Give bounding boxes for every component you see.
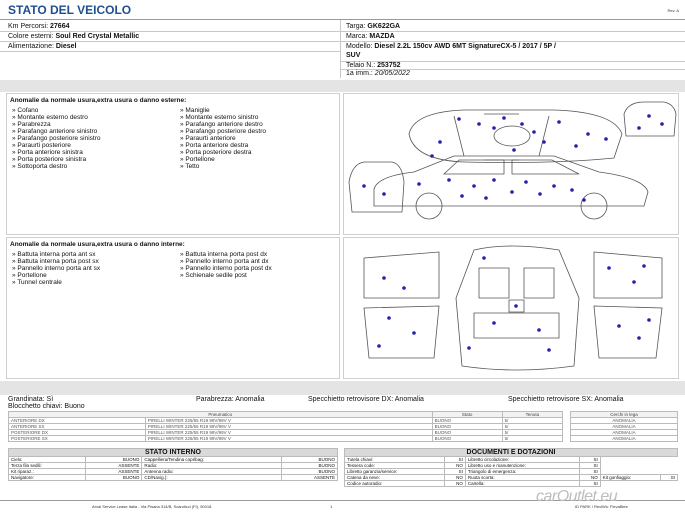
field-label: Antenna radio: (142, 469, 281, 475)
anomaly-item: » Parafango posteriore sinistro (12, 135, 101, 142)
anomaly-item: » Montante esterno destro (12, 114, 101, 121)
tyre-description: PIRELLI WINTER 225/55 R19 99V/99V V (145, 436, 432, 442)
field-label: Kit gonfiaggio: (600, 475, 660, 481)
field-label: Catena da neve: (345, 475, 445, 481)
field-value: SI (579, 469, 600, 475)
field-label: Terza fila sedili: (9, 463, 86, 469)
km-row: Km Percorsi: 27664 (8, 23, 70, 30)
field-label: Tessera code: (345, 463, 445, 469)
separator-bar-2 (0, 381, 685, 395)
rim-state: ANOMALIA (571, 430, 678, 436)
mirror-dx-status: Specchietto retrovisore DX: Anomalia (308, 396, 424, 403)
tyre-position: POSTERIORE DX (9, 430, 146, 436)
tyre-tread: 5/ (502, 436, 562, 442)
field-label: Cartella: (465, 481, 579, 487)
anomaly-item: » Parafango anteriore destro (180, 121, 266, 128)
tyres-table (8, 411, 563, 442)
anomaly-item: » Porta posteriore sinistra (12, 156, 101, 163)
field-value: SI (579, 463, 600, 469)
field-value: ASSENTE (86, 469, 142, 475)
interior-diagram-panel (343, 237, 679, 379)
tyre-tread: 5/ (502, 424, 562, 430)
field-value: BUONO (86, 475, 142, 481)
page-title: STATO DEL VEICOLO (8, 3, 132, 17)
anomaly-item: » Tetto (180, 163, 266, 170)
field-value: BUONO (86, 457, 142, 463)
footer-company: Arval Service Lease Italia - Via Pisana 314/B, Scandicci (FI), 50018 (92, 504, 212, 509)
rim-state: ANOMALIA (571, 418, 678, 424)
fuel-row: Alimentazione: Diesel (8, 43, 77, 50)
documents-table (344, 448, 678, 487)
field-value: SI (444, 469, 465, 475)
field-value: NO (444, 475, 465, 481)
brand-row: Marca: MAZDA (346, 33, 395, 40)
exterior-list-left (12, 107, 101, 170)
anomaly-item: » Pannello interno porta ant sx (12, 265, 100, 272)
anomaly-item: » Porta posteriore destra (180, 149, 266, 156)
anomaly-item: » Pannello interno porta post dx (180, 265, 272, 272)
field-label: Triangolo di emergenza: (465, 469, 579, 475)
field-value: SI (444, 457, 465, 463)
field-label: CD/Navig.): (142, 475, 281, 481)
key-lock-status: Blocchetto chiavi: Buono (8, 403, 85, 410)
tyre-tread: 5/ (502, 430, 562, 436)
table-row (571, 436, 678, 442)
mirror-sx-status: Specchietto retrovisore SX: Anomalia (508, 396, 624, 403)
field-label: Cappelliera/Tendina copribag: (142, 457, 281, 463)
exterior-car-diagram (344, 94, 678, 234)
anomaly-item: » Cofano (12, 107, 101, 114)
anomaly-item: » Paraurti anteriore (180, 135, 266, 142)
model-row: Modello: Diesel 2.2L 150cv AWD 6MT SignatureCX-5 / 2017 / 5P / SUV (346, 43, 556, 59)
tyre-state: BUONO (432, 436, 502, 442)
hail-status: Grandinata: Sì (8, 396, 54, 403)
tyre-state: BUONO (432, 418, 502, 424)
field-label: Navigatore: (9, 475, 86, 481)
tyre-tread: 5/ (502, 418, 562, 424)
interior-anomalies-panel (6, 237, 340, 379)
exterior-list-right (180, 107, 266, 170)
anomaly-item: » Battuta interna porta post sx (12, 258, 100, 265)
exterior-anomalies-panel (6, 93, 340, 235)
tyre-state: BUONO (432, 430, 502, 436)
damage-markers (362, 114, 664, 202)
interior-car-diagram (344, 238, 678, 378)
exterior-anomalies-title: Anomalie da normale usura,extra usura o danno esterne: (10, 97, 187, 104)
interior-list-left (12, 251, 100, 286)
rim-state: ANOMALIA (571, 436, 678, 442)
exterior-diagram-panel (343, 93, 679, 235)
table-row (9, 436, 563, 442)
windshield-status: Parabrezza: Anomalia (196, 396, 265, 403)
interior-state-table (8, 448, 338, 481)
anomaly-item: » Schienale sedile post (180, 272, 272, 279)
color-row: Colore esterni: Soul Red Crystal Metallic (8, 33, 140, 40)
rims-header: Cerchi in lega (571, 412, 678, 418)
anomaly-item: » Paraurti posteriore (12, 142, 101, 149)
field-label: Ruota scorta: (465, 475, 579, 481)
interior-damage-markers (377, 256, 651, 352)
anomaly-item: » Maniglie (180, 107, 266, 114)
field-value: BUONO (281, 457, 337, 463)
tyre-position: ANTERIORE DX (9, 418, 146, 424)
anomaly-item: » Tunnel centrale (12, 279, 100, 286)
tyre-position: POSTERIORE SX (9, 436, 146, 442)
separator-bar (0, 80, 685, 92)
chassis-row: Telaio N.: 253752 (346, 62, 401, 69)
field-label: Libretto uso e manutenzione: (465, 463, 579, 469)
field-value: NO (579, 475, 600, 481)
field-value: SI (579, 457, 600, 463)
documents-title: DOCUMENTI E DOTAZIONI (345, 449, 678, 457)
field-value: SI (661, 475, 678, 481)
table-row (9, 475, 338, 481)
tyres-header-tread: Tenuta (502, 412, 562, 418)
field-label: Libretto circolazione: (465, 457, 579, 463)
interior-state-title: STATO INTERNO (9, 449, 338, 457)
tyre-description: PIRELLI WINTER 225/55 R19 99V/99V V (145, 418, 432, 424)
field-value: NO (444, 481, 465, 487)
watermark-logo: carOutlet.eu (536, 488, 618, 505)
interior-list-right (180, 251, 272, 279)
tyres-header-tyre: Pneumatico (9, 412, 433, 418)
anomaly-item: » Sottoporta destro (12, 163, 101, 170)
field-value: BUONO (281, 463, 337, 469)
anomaly-item: » Portellone (180, 156, 266, 163)
anomaly-item: » Parabrezza (12, 121, 101, 128)
tyre-description: PIRELLI WINTER 225/55 R19 99V/99V V (145, 430, 432, 436)
rims-table (570, 411, 678, 442)
anomaly-item: » Parafango anteriore sinistro (12, 128, 101, 135)
table-row (345, 481, 678, 487)
field-value: BUONO (281, 469, 337, 475)
anomaly-item: » Battuta interna porta post dx (180, 251, 272, 258)
tyre-position: ANTERIORE SX (9, 424, 146, 430)
plate-row: Targa: GK622GA (346, 23, 401, 30)
anomaly-item: » Battuta interna porta ant sx (12, 251, 100, 258)
field-value: ASSENTE (281, 475, 337, 481)
field-label: Tutela chiavi: (345, 457, 445, 463)
field-label: Codice autoradio: (345, 481, 445, 487)
title-divider (0, 19, 685, 20)
tyre-state: BUONO (432, 424, 502, 430)
footer-page: 1 (330, 504, 333, 509)
anomaly-item: » Porta anteriore destra (180, 142, 266, 149)
rim-state: ANOMALIA (571, 424, 678, 430)
tyres-header-state: Stato (432, 412, 502, 418)
field-value: NO (444, 463, 465, 469)
registration-row: 1a imm.: 20/05/2022 (346, 70, 410, 77)
field-value: SI (579, 481, 600, 487)
field-label: Kit riparaz.: (9, 469, 86, 475)
footer-right: ID PARK / ReviWs: FlevaBlee (575, 504, 628, 509)
field-label: Cielo: (9, 457, 86, 463)
tyre-description: PIRELLI WINTER 225/55 R19 99V/99V V (145, 424, 432, 430)
anomaly-item: » Pannello interno porta ant dx (180, 258, 272, 265)
anomaly-item: » Porta anteriore sinistra (12, 149, 101, 156)
interior-anomalies-title: Anomalie da normale usura,extra usura o danno interne: (10, 241, 185, 248)
anomaly-item: » Montante esterno sinistro (180, 114, 266, 121)
field-value: ASSENTE (86, 463, 142, 469)
anomaly-item: » Portellone (12, 272, 100, 279)
anomaly-item: » Parafango posteriore destro (180, 128, 266, 135)
field-label: Radio: (142, 463, 281, 469)
revision-label: Rev. A (667, 8, 679, 13)
field-label: Libretto garanzia/service: (345, 469, 445, 475)
